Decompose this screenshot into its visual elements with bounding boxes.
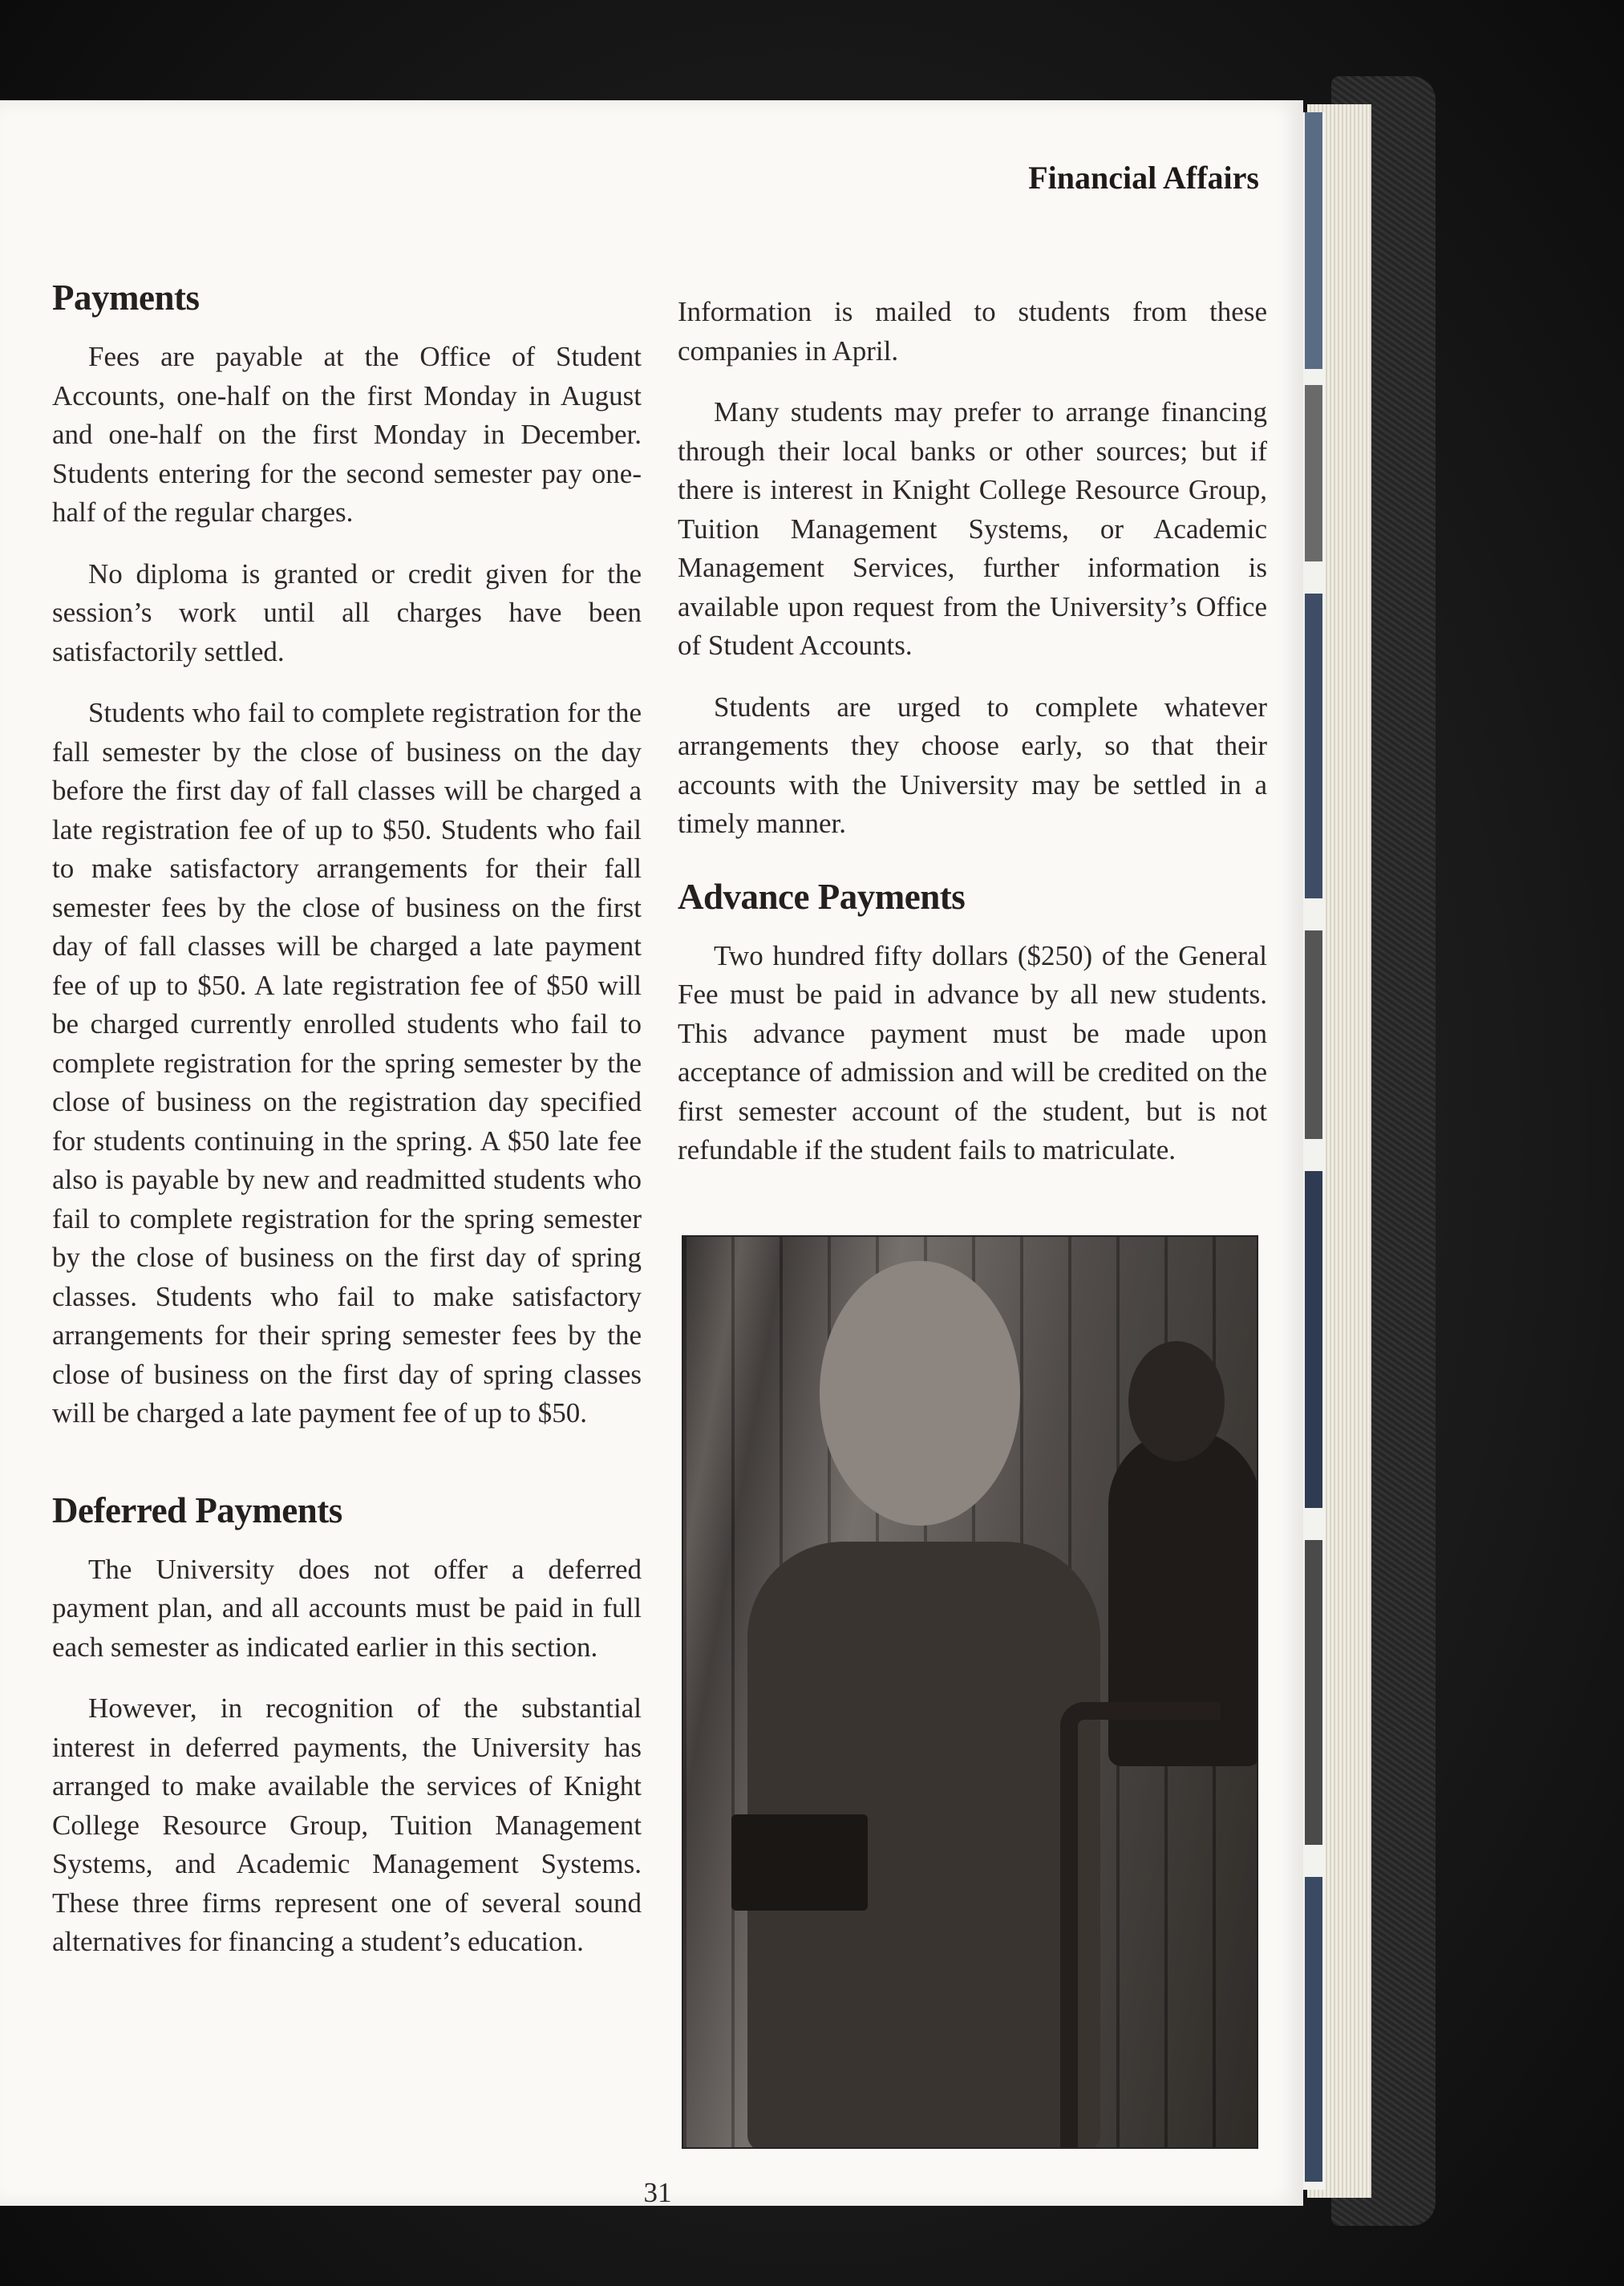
advance-payments-heading: Advance Payments xyxy=(678,876,966,917)
paragraph: No diploma is granted or credit given for the session’s work until all charges have been satisfactorily settled. xyxy=(52,557,642,667)
paragraph: The University does not offer a deferred payment plan, and all accounts must be paid in full each semester as indicated earlier in this section. xyxy=(52,1553,642,1663)
thumb-index-tabs xyxy=(1303,112,1326,2190)
photo-chair xyxy=(1060,1702,1221,2149)
paragraph: However, in recognition of the substantial interest in deferred payments, the University has arranged to make available the services of Knight College Resource Group, Tuition Management Systems, and Academic Management Systems. These three firms represent one of several sound alternatives for financing a student’s education. xyxy=(52,1692,642,1957)
paragraph: Two hundred fifty dollars ($250) of the General Fee must be paid in advance by all new students. This advance payment must be made upon acceptance of admission and will be credited on the first semester account of the student, but is not refundable if the student fails to matriculate. xyxy=(678,939,1267,1165)
thumb-tab xyxy=(1305,930,1322,1139)
thumb-tab xyxy=(1305,385,1322,561)
thumb-tab xyxy=(1305,1540,1322,1845)
photograph-students-at-computer xyxy=(682,1235,1258,2149)
running-head: Financial Affairs xyxy=(1028,160,1259,196)
paragraph: Students are urged to complete whatever arrangements they choose early, so that their accounts with the University may be settled in a timely manner. xyxy=(678,691,1267,839)
thumb-tab xyxy=(1305,594,1322,898)
thumb-tab xyxy=(1305,1877,1322,2182)
paragraph: Students who fail to complete registration for the fall semester by the close of business on the day before the first day of fall classes will be charged a late registration fee of up to $50. Students who fail to make satisfactory arrangements for their fall semester fees by the close of business on the first day of fall classes will be charged a late payment fee of up to $50. A late registration fee of $50 will be charged currently enrolled students who fail to complete registration for the spring semester by the close of business on the registration day specified for students continuing in the spring. A $50 late fee also is payable by new and readmitted students who fail to complete registration for the spring semester by the close of business on the first day of spring classes. Students who fail to make satisfactory arrangements for their spring semester fees by the close of business on the first day of spring classes will be charged a late payment fee of up to $50. xyxy=(52,697,642,1429)
right-column xyxy=(678,293,1267,1193)
paragraph: Many students may prefer to arrange financing through their local banks or other sources; but if there is interest in Knight College Resource Group, Tuition Management Systems, or Academic Management Services, further information is available upon request from the University’s Office of Student Accounts. xyxy=(678,396,1267,661)
catalog-page xyxy=(0,100,1303,2206)
paragraph: Fees are payable at the Office of Student Accounts, one-half on the first Monday in August and one-half on the first Monday in December. Students entering for the second semester pay one-half of the regular charges. xyxy=(52,341,642,528)
payments-heading: Payments xyxy=(52,278,200,318)
page-number: 31 xyxy=(643,2177,672,2208)
photo-computer xyxy=(731,1814,868,1911)
paragraph: Information is mailed to students from these companies in April. xyxy=(678,296,1267,367)
photo-background-student-head xyxy=(1128,1341,1225,1461)
left-column xyxy=(52,277,642,1984)
deferred-payments-heading: Deferred Payments xyxy=(52,1490,342,1530)
photo-foreground-student-head xyxy=(820,1261,1020,1526)
thumb-tab xyxy=(1305,112,1322,369)
thumb-tab xyxy=(1305,1171,1322,1508)
